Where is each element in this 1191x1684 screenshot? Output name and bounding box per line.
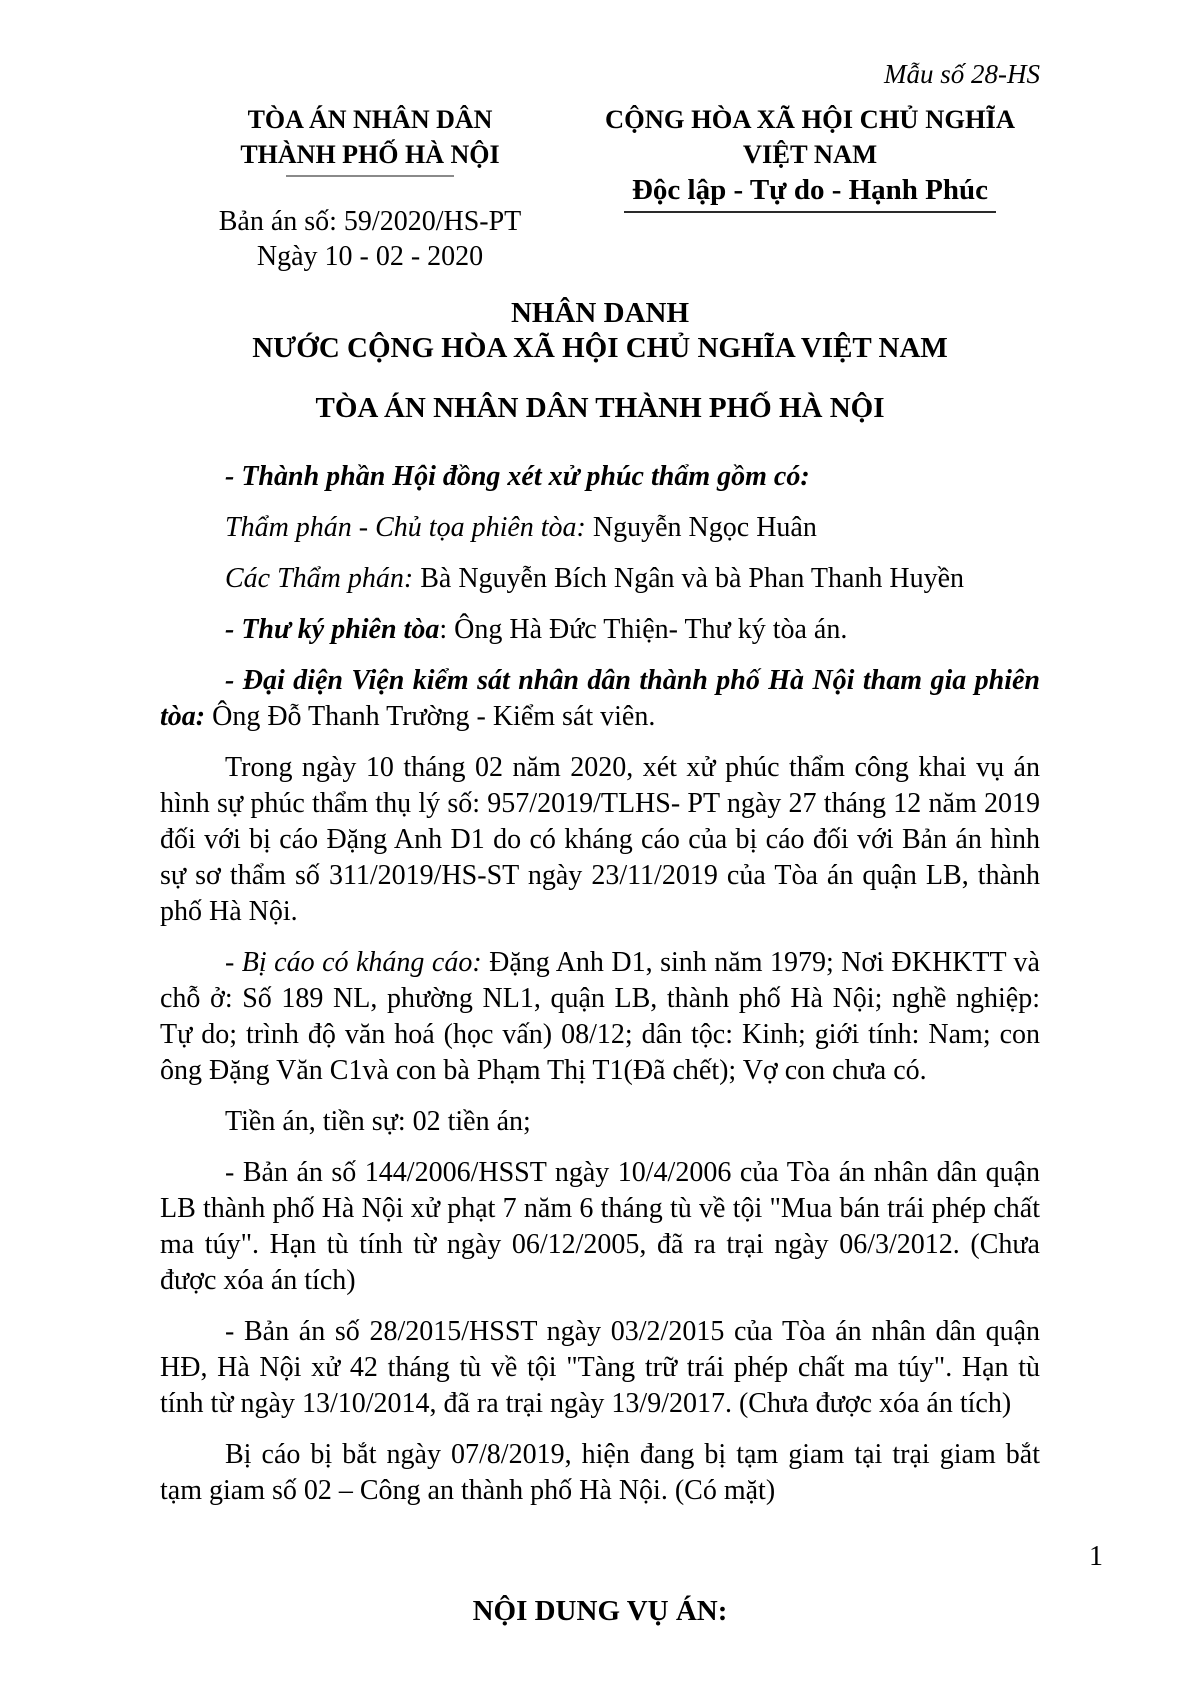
case-date: Ngày 10 - 02 - 2020 [256, 241, 484, 272]
prosecutor-value: Ông Đỗ Thanh Trường - Kiểm sát viên. [212, 701, 656, 732]
criminal-record-item2: - Bản án số 28/2015/HSST ngày 03/2/2015 của Tòa án nhân dân quận HĐ, Hà Nội xử 42 tháng tù về tội "Tàng trữ trái phép chất ma túy". Hạn tù tính từ ngày 13/10/2014, đã ra trại ngày 13/9/2017. (Chưa được xóa án tích) [160, 1316, 1040, 1419]
detention-paragraph: Bị cáo bị bắt ngày 07/8/2019, hiện đang bị tạm giam tại trại giam bắt tạm giam số 02 – Công an thành phố Hà Nội. (Có mặt) [160, 1439, 1040, 1506]
judges-names: Bà Nguyễn Bích Ngân và bà Phan Thanh Huyền [420, 563, 965, 594]
presiding-judge-name: Nguyễn Ngọc Huân [592, 512, 817, 543]
criminal-record-summary: Tiền án, tiền sự: 02 tiền án; [225, 1106, 531, 1137]
criminal-record-item1: - Bản án số 144/2006/HSST ngày 10/4/2006 của Tòa án nhân dân quận LB thành phố Hà Nội xử phạt 7 năm 6 tháng tù về tội "Mua bán trái phép chất ma túy". Hạn tù tính từ ngày 06/12/2005, đã ra trại ngày 06/3/2012. (Chưa được xóa án tích) [160, 1157, 1040, 1296]
presiding-judge-row [160, 510, 1040, 546]
presiding-judge-label: Thẩm phán - Chủ tọa phiên tòa: [225, 512, 593, 543]
title-line1: NHÂN DANH [510, 297, 690, 329]
panel-heading [160, 459, 1040, 495]
judges-row [160, 561, 1040, 597]
clerk-value: : Ông Hà Đức Thiện- Thư ký tòa án. [439, 614, 848, 645]
prosecutor-row [160, 663, 1040, 735]
court-header-block [160, 102, 580, 274]
document-header [160, 102, 1040, 274]
case-intro-paragraph: Trong ngày 10 tháng 02 năm 2020, xét xử phúc thẩm công khai vụ án hình sự phúc thẩm thụ lý số: 957/2019/TLHS- PT ngày 27 tháng 12 năm 2019 đối với bị cáo Đặng Anh D1 do có kháng cáo của bị cáo đối với Bản án hình sự sơ thẩm số 311/2019/HS-ST ngày 23/11/2019 của Tòa án quận LB, thành phố Hà Nội. [160, 752, 1040, 927]
defendant-paragraph [160, 945, 1040, 1089]
judgment-title [160, 296, 1040, 426]
national-header-block [580, 102, 1040, 274]
page-content [160, 58, 1040, 1644]
national-title: CỘNG HÒA XÃ HỘI CHỦ NGHĨA VIỆT NAM [604, 104, 1016, 169]
judges-label: Các Thẩm phán: [225, 563, 421, 594]
title-line2: NƯỚC CỘNG HÒA XÃ HỘI CHỦ NGHĨA VIỆT NAM [252, 332, 948, 364]
form-number: Mẫu số 28-HS [884, 59, 1040, 89]
court-name-underline [286, 175, 454, 177]
national-motto-underline [624, 211, 996, 213]
court-name-line1: TÒA ÁN NHÂN DÂN [247, 105, 493, 134]
section-heading: NỘI DUNG VỤ ÁN: [472, 1595, 728, 1627]
judgment-body [160, 459, 1040, 1629]
defendant-label: - Bị cáo có kháng cáo: [225, 947, 490, 978]
clerk-row [160, 612, 1040, 648]
case-meta [160, 204, 580, 274]
case-number: Bản án số: 59/2020/HS-PT [218, 206, 522, 237]
page-number: 1 [1089, 1541, 1103, 1572]
prosecutor-label: - Đại diện Viện kiểm sát nhân dân thành phố Hà Nội tham gia phiên tòa: [160, 665, 1040, 732]
panel-heading-text: - Thành phần Hội đồng xét xử phúc thẩm gồm có: [225, 461, 810, 492]
defendant-details: Đặng Anh D1, sinh năm 1979; Nơi ĐKHKTT và chỗ ở: Số 189 NL, phường NL1, quận LB, thành phố Hà Nội; nghề nghiệp: Tự do; trình độ văn hoá (học vấn) 08/12; dân tộc: Kinh; giới tính: Nam; con ông Đặng Văn C1và con bà Phạm Thị T1(Đã chết); Vợ con chưa có. [160, 947, 1040, 1086]
title-line3: TÒA ÁN NHÂN DÂN THÀNH PHỐ HÀ NỘI [315, 392, 885, 424]
clerk-label: - Thư ký phiên tòa [225, 614, 440, 645]
national-motto: Độc lập - Tự do - Hạnh Phúc [631, 174, 989, 206]
court-name-line2: THÀNH PHỐ HÀ NỘI [240, 140, 500, 169]
court-name [160, 102, 580, 172]
